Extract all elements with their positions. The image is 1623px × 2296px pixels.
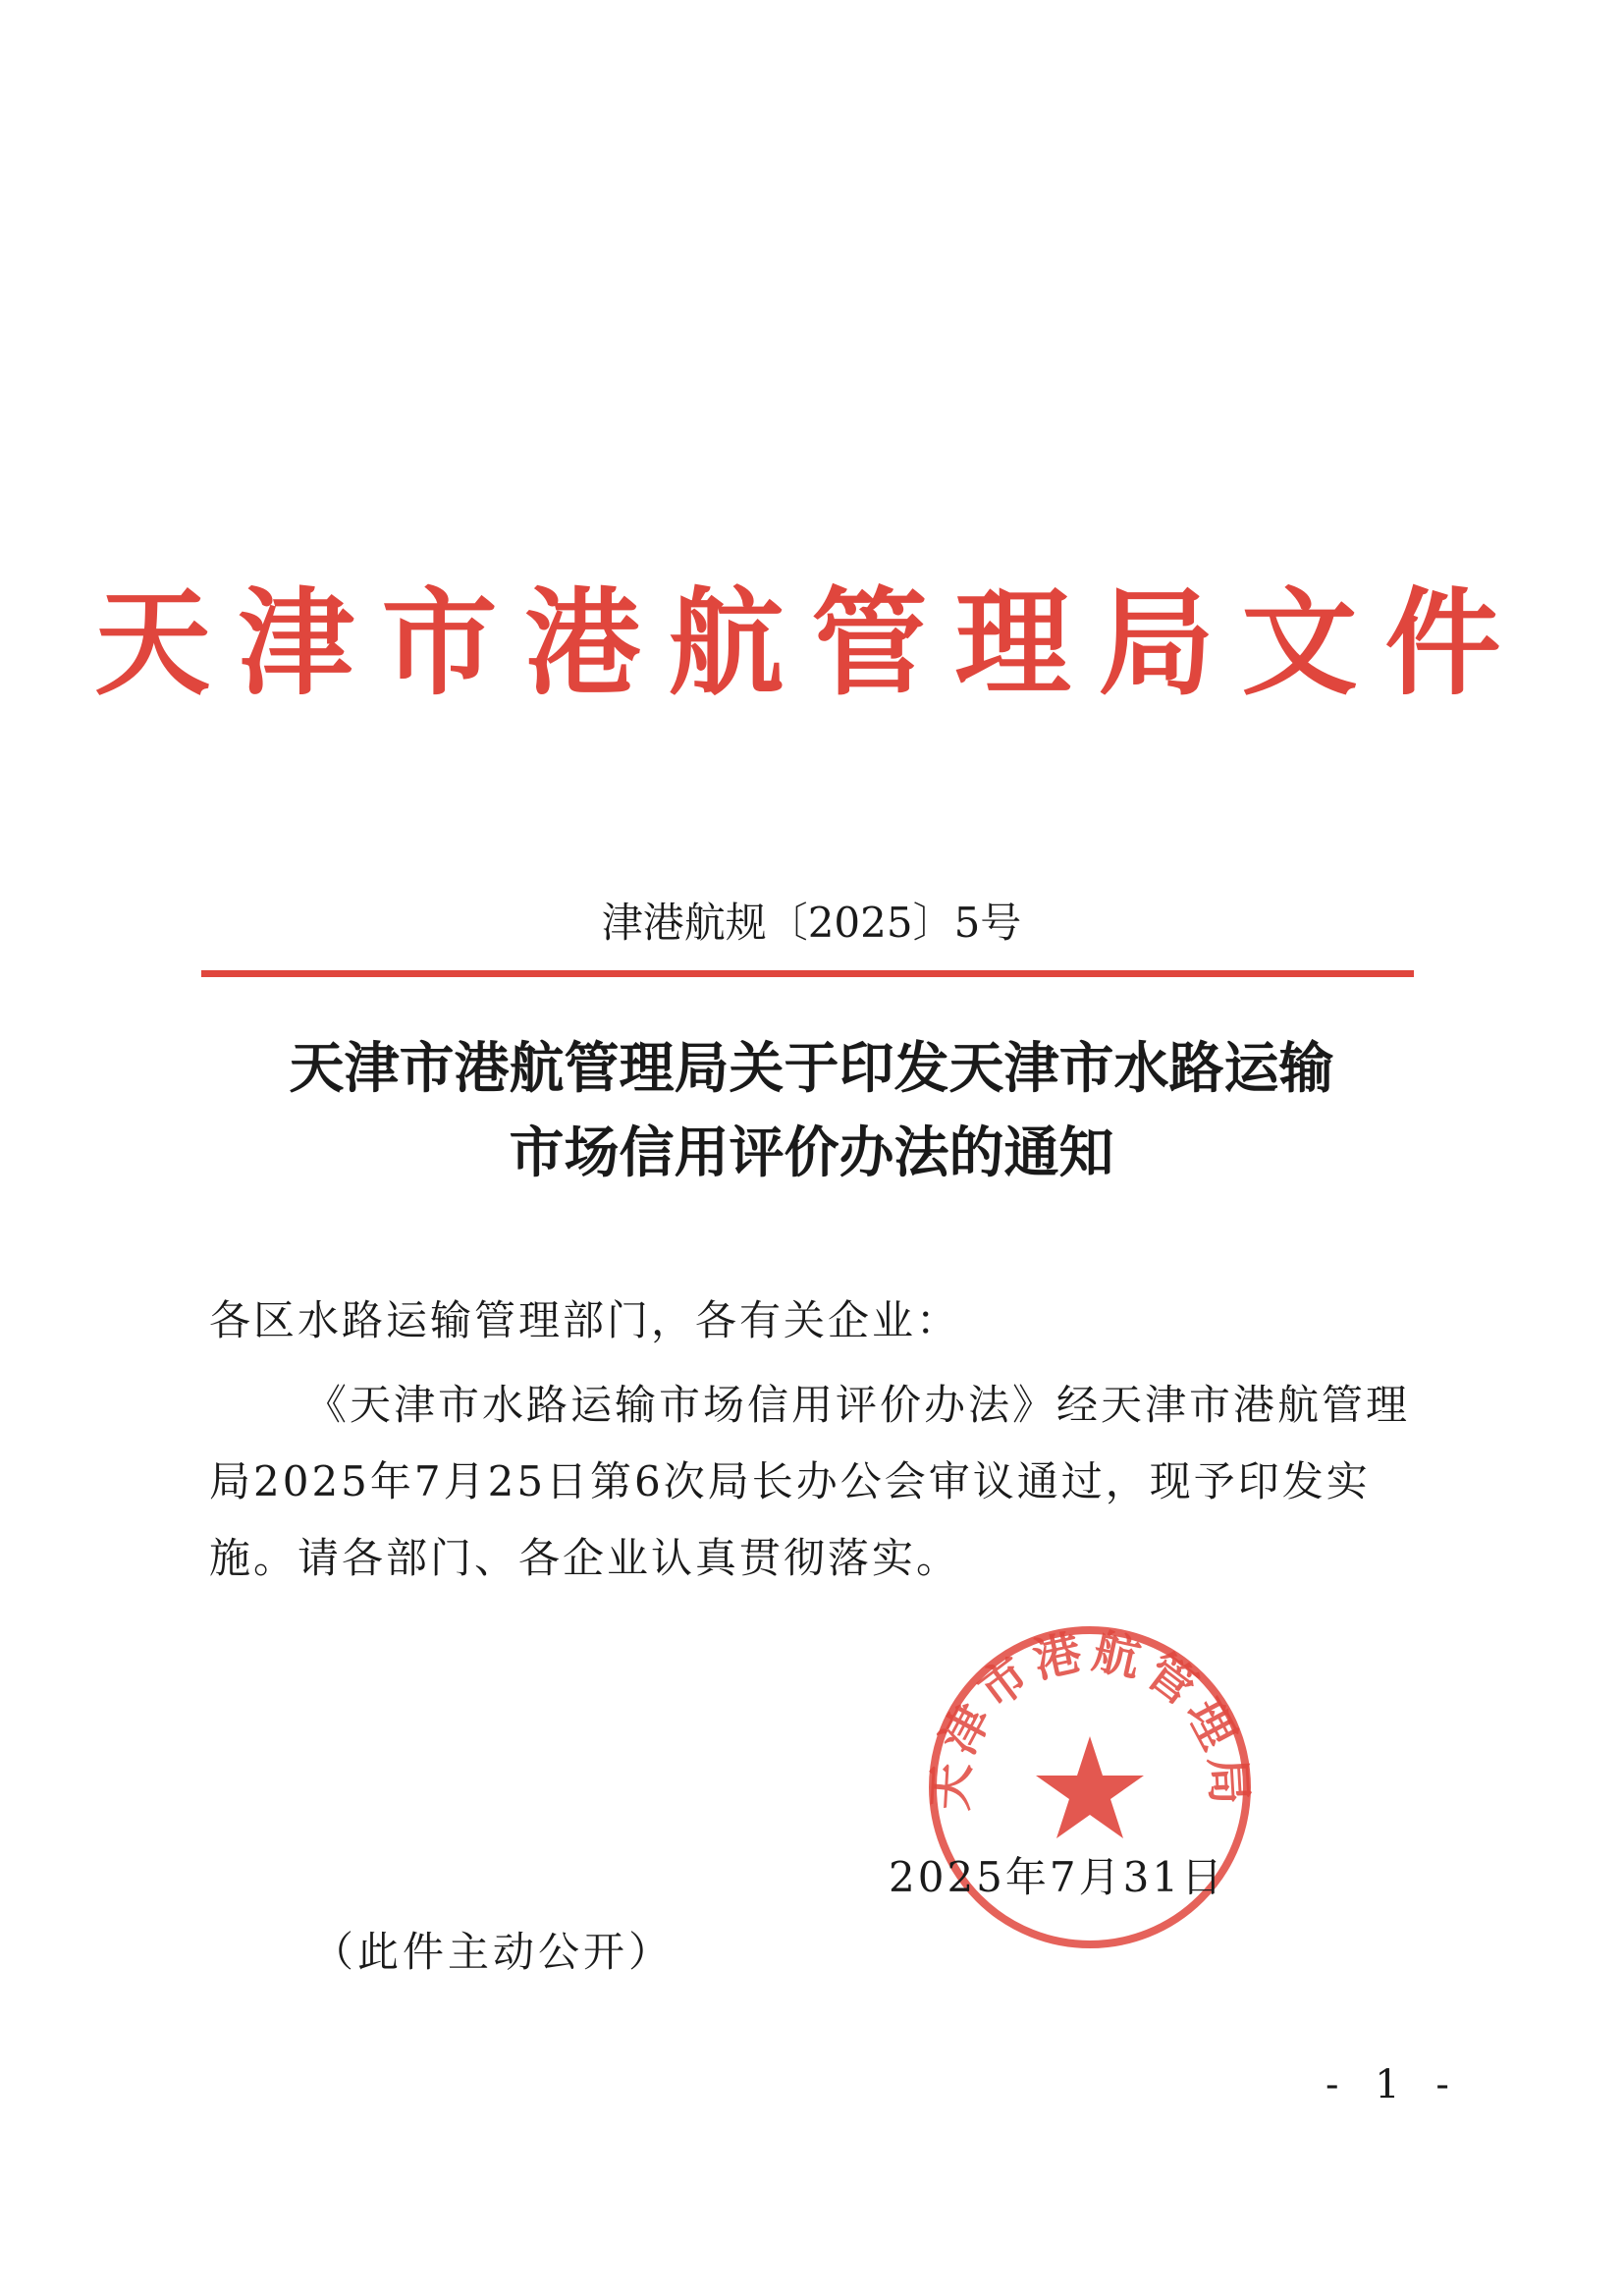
body-paragraph: 《天津市水路运输市场信用评价办法》经天津市港航管理局2025年7月25日第6次局长办公会审议通过，现予印发实施。请各部门、各企业认真贯彻落实。 [209, 1381, 1411, 1582]
document-number: 津港航规〔2025〕5号 [601, 899, 1022, 947]
title-line-2: 市场信用评价办法的通知 [509, 1121, 1114, 1185]
page-number: - 1 - [1325, 2062, 1461, 2107]
star-icon [1036, 1736, 1144, 1838]
title-line-1: 天津市港航管理局关于印发天津市水路运输 [289, 1036, 1334, 1101]
red-divider [201, 970, 1414, 977]
document-title [0, 1026, 1623, 1195]
seal-text: 天津市港航管理局 [923, 1623, 1257, 1813]
disclosure-note: （此件主动公开） [312, 1928, 675, 1976]
salutation: 各区水路运输管理部门，各有关企业： [209, 1296, 961, 1344]
issue-date: 2025年7月31日 [889, 1853, 1226, 1901]
masthead-title: 天津市港航管理局文件 [94, 575, 1529, 711]
